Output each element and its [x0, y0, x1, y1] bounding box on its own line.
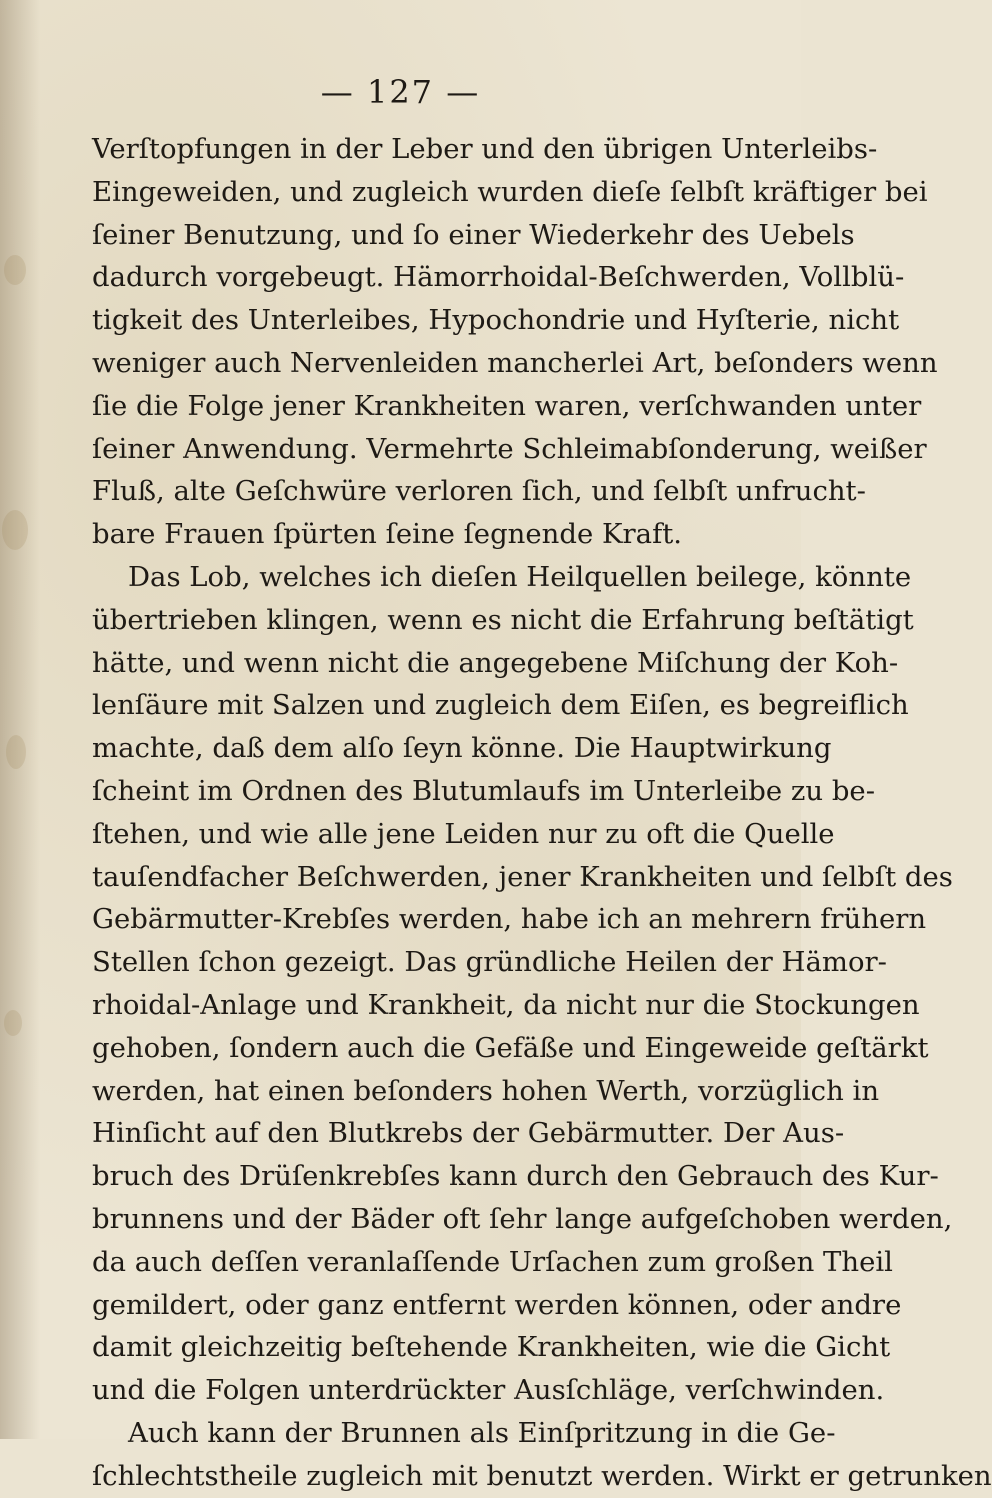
- text-line: tauſendfacher Beſchwerden, jener Krankheiten und ſelbſt des: [92, 860, 953, 893]
- text-line: weniger auch Nervenleiden mancherlei Art, beſonders wenn: [92, 346, 938, 379]
- text-line: machte, daß dem alſo ſeyn könne. Die Hauptwirkung: [92, 732, 832, 765]
- text-line: ſie die Folge jener Krankheiten waren, verſchwanden unter: [92, 389, 922, 422]
- text-line: dadurch vorgebeugt. Hämorrhoidal-Beſchwerden, Vollblü-: [92, 261, 905, 294]
- text-line: tigkeit des Unterleibes, Hypochondrie und Hyſterie, nicht: [92, 304, 900, 337]
- text-line: rhoidal-Anlage und Krankheit, da nicht nur die Stockungen: [92, 988, 920, 1021]
- text-line: übertrieben klingen, wenn es nicht die Erfahrung beſtätigt: [92, 603, 914, 636]
- page-number-header: — 127 —: [320, 73, 481, 111]
- text-line: damit gleichzeitig beſtehende Krankheiten, wie die Gicht: [92, 1331, 891, 1364]
- text-line: ſcheint im Ordnen des Blutumlaufs im Unterleibe zu be-: [92, 774, 875, 807]
- text-line: ſeiner Benutzung, und ſo einer Wiederkehr des Uebels: [92, 218, 855, 251]
- text-line: Auch kann der Brunnen als Einſpritzung in die Ge-: [128, 1416, 836, 1449]
- text-line: bare Frauen ſpürten ſeine ſegnende Kraft.: [92, 518, 683, 551]
- paper-stain: [6, 735, 26, 769]
- text-line: Fluß, alte Geſchwüre verloren ſich, und ſelbſt unfrucht-: [92, 475, 866, 508]
- binding-shadow: [0, 0, 40, 1439]
- text-line: Hinſicht auf den Blutkrebs der Gebärmutter. Der Aus-: [92, 1117, 845, 1150]
- body-text: [92, 128, 992, 1498]
- text-line: Das Lob, welches ich dieſen Heilquellen beilege, könnte: [128, 560, 912, 593]
- text-line: gemildert, oder ganz entfernt werden können, oder andre: [92, 1288, 902, 1321]
- text-line: ſchlechtstheile zugleich mit benutzt werden. Wirkt er getrunken: [92, 1459, 992, 1492]
- text-line: gehoben, ſondern auch die Gefäße und Eingeweide geſtärkt: [92, 1031, 929, 1064]
- paper-stain: [2, 510, 28, 550]
- text-line: bruch des Drüſenkrebſes kann durch den Gebrauch des Kur-: [92, 1160, 939, 1193]
- text-line: brunnens und der Bäder oft ſehr lange aufgeſchoben werden,: [92, 1202, 953, 1235]
- text-line: ſeiner Anwendung. Vermehrte Schleimabſonderung, weißer: [92, 432, 927, 465]
- text-line: und die Folgen unterdrückter Ausſchläge, verſchwinden.: [92, 1374, 885, 1407]
- text-line: Eingeweiden, und zugleich wurden dieſe ſelbſt kräftiger bei: [92, 175, 928, 208]
- text-line: da auch deſſen veranlaſſende Urſachen zum großen Theil: [92, 1245, 893, 1278]
- text-line: werden, hat einen beſonders hohen Werth, vorzüglich in: [92, 1074, 880, 1107]
- text-line: ſtehen, und wie alle jene Leiden nur zu oft die Quelle: [92, 817, 835, 850]
- paper-stain: [4, 1010, 22, 1036]
- text-line: Stellen ſchon gezeigt. Das gründliche Heilen der Hämor-: [92, 946, 887, 979]
- text-line: lenſäure mit Salzen und zugleich dem Eiſen, es begreiflich: [92, 689, 909, 722]
- paper-stain: [4, 255, 26, 285]
- text-line: Gebärmutter-Krebſes werden, habe ich an mehrern frühern: [92, 903, 927, 936]
- text-line: Verſtopfungen in der Leber und den übrigen Unterleibs-: [92, 133, 878, 165]
- text-line: hätte, und wenn nicht die angegebene Miſchung der Koh-: [92, 646, 899, 679]
